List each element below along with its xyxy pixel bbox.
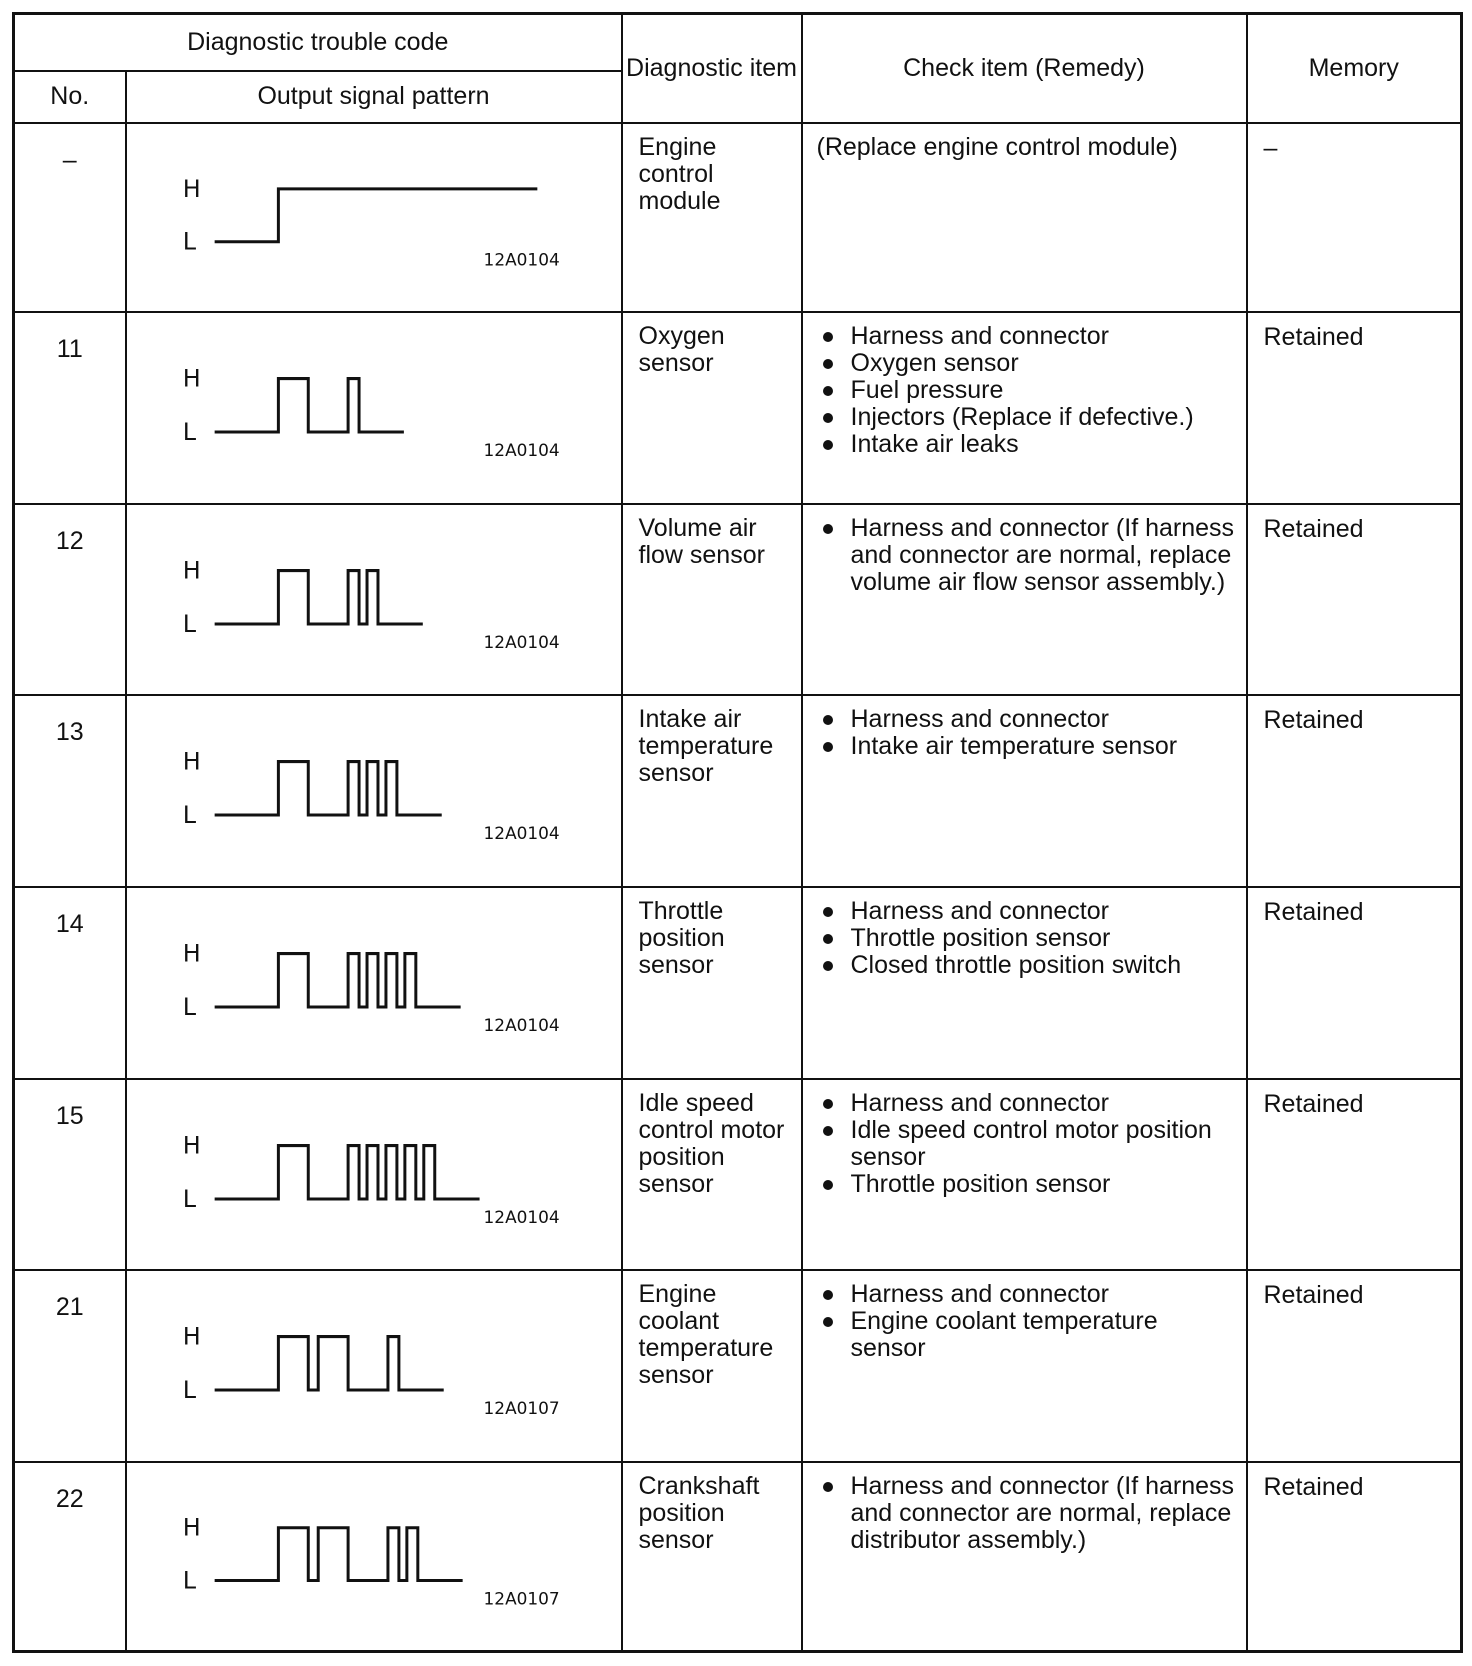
figure-code: 12A0104 <box>483 249 560 270</box>
signal-waveform <box>127 505 621 695</box>
check-item-entry: Harness and connector (If harness and connector are normal, replace volume air flow sensor assembly.) <box>817 515 1238 596</box>
signal-line <box>214 762 441 815</box>
diagnostic-item: Idle speed control motor position sensor <box>622 1079 802 1271</box>
check-item-entry: Harness and connector <box>817 323 1238 350</box>
memory-status: Retained <box>1247 887 1462 1079</box>
low-level-label: L <box>182 418 196 447</box>
header-diagnostic-item: Diagnostic item <box>622 14 802 123</box>
signal-line <box>214 1145 479 1198</box>
dtc-number: 21 <box>14 1270 126 1462</box>
memory-status: Retained <box>1247 1462 1462 1652</box>
check-item-entry: Idle speed control motor position sensor <box>817 1117 1238 1171</box>
signal-waveform <box>127 1271 621 1461</box>
signal-waveform <box>127 1080 621 1270</box>
signal-line <box>214 379 403 432</box>
output-signal-pattern <box>126 1270 622 1462</box>
check-item <box>802 123 1247 313</box>
signal-line <box>214 188 537 241</box>
check-item-entry: Engine coolant temperature sensor <box>817 1308 1238 1362</box>
check-item-entry: Harness and connector <box>817 1281 1238 1308</box>
signal-waveform <box>127 1463 621 1650</box>
memory-status: Retained <box>1247 312 1462 504</box>
table-row <box>14 123 1462 313</box>
high-level-label: H <box>182 747 201 777</box>
output-signal-pattern <box>126 504 622 696</box>
dtc-number: 22 <box>14 1462 126 1652</box>
check-item <box>802 312 1247 504</box>
signal-line <box>214 1528 462 1581</box>
header-no: No. <box>14 71 126 123</box>
table-row <box>14 887 1462 1079</box>
check-item-list <box>817 323 1238 458</box>
signal-waveform <box>127 696 621 886</box>
header-output-signal-pattern: Output signal pattern <box>126 71 622 123</box>
memory-status: Retained <box>1247 1079 1462 1271</box>
table-row <box>14 504 1462 696</box>
table-row <box>14 1270 1462 1462</box>
check-item-entry: (Replace engine control module) <box>816 132 1178 161</box>
check-item-entry: Harness and connector (If harness and connector are normal, replace distributor assembly.) <box>817 1473 1238 1554</box>
dtc-number: – <box>14 123 126 313</box>
output-signal-pattern <box>126 312 622 504</box>
figure-code: 12A0104 <box>483 824 560 845</box>
memory-status: Retained <box>1247 504 1462 696</box>
check-item-entry: Harness and connector <box>817 706 1238 733</box>
output-signal-pattern <box>126 887 622 1079</box>
check-item-list <box>817 1090 1238 1198</box>
output-signal-pattern <box>126 695 622 887</box>
low-level-label: L <box>182 609 196 638</box>
header-dtc-group: Diagnostic trouble code <box>14 14 622 71</box>
figure-code: 12A0107 <box>483 1588 560 1609</box>
check-item-entry: Closed throttle position switch <box>817 952 1238 979</box>
check-item <box>802 1270 1247 1462</box>
check-item-entry: Fuel pressure <box>817 377 1238 404</box>
check-item <box>802 504 1247 696</box>
check-item <box>802 1079 1247 1271</box>
table-row <box>14 695 1462 887</box>
check-item <box>802 695 1247 887</box>
diagnostic-item: Oxygen sensor <box>622 312 802 504</box>
signal-waveform <box>127 313 621 503</box>
diagnostic-item: Engine coolant temperature sensor <box>622 1270 802 1462</box>
low-level-label: L <box>182 227 196 256</box>
memory-status: Retained <box>1247 695 1462 887</box>
figure-code: 12A0104 <box>483 632 560 653</box>
dtc-number: 11 <box>14 312 126 504</box>
figure-code: 12A0104 <box>483 1207 560 1228</box>
diagnostic-item: Volume air flow sensor <box>622 504 802 696</box>
figure-code: 12A0104 <box>483 1016 560 1037</box>
header-check-item: Check item (Remedy) <box>802 14 1247 123</box>
check-item-entry: Oxygen sensor <box>817 350 1238 377</box>
low-level-label: L <box>182 992 196 1022</box>
diagnostic-item: Crankshaft position sensor <box>622 1462 802 1652</box>
table-row <box>14 312 1462 504</box>
check-item-entry: Injectors (Replace if defective.) <box>817 404 1238 431</box>
high-level-label: H <box>182 1131 201 1160</box>
output-signal-pattern <box>126 1462 622 1652</box>
high-level-label: H <box>182 556 201 585</box>
output-signal-pattern <box>126 123 622 313</box>
check-item-entry: Throttle position sensor <box>817 1171 1238 1198</box>
signal-line <box>214 954 460 1007</box>
table-row <box>14 1462 1462 1652</box>
memory-status: – <box>1247 123 1462 313</box>
dtc-number: 13 <box>14 695 126 887</box>
check-item-entry: Harness and connector <box>817 1090 1238 1117</box>
signal-line <box>214 1337 443 1390</box>
signal-line <box>214 570 422 623</box>
check-item-entry: Intake air leaks <box>817 431 1238 458</box>
check-item-entry: Throttle position sensor <box>817 925 1238 952</box>
figure-code: 12A0104 <box>483 441 560 462</box>
header-memory: Memory <box>1247 14 1462 123</box>
high-level-label: H <box>182 174 201 203</box>
check-item-list <box>817 1473 1238 1554</box>
diagnostic-item: Engine control module <box>622 123 802 313</box>
signal-waveform <box>127 124 621 312</box>
low-level-label: L <box>182 1184 196 1213</box>
high-level-label: H <box>182 364 201 393</box>
high-level-label: H <box>182 939 201 968</box>
check-item-entry: Intake air temperature sensor <box>817 733 1238 760</box>
table-row <box>14 1079 1462 1271</box>
high-level-label: H <box>182 1513 201 1542</box>
check-item-list <box>817 898 1238 979</box>
dtc-table <box>12 12 1463 1653</box>
check-item <box>802 887 1247 1079</box>
low-level-label: L <box>182 1376 196 1405</box>
check-item-list <box>817 1281 1238 1362</box>
diagnostic-item: Throttle position sensor <box>622 887 802 1079</box>
dtc-number: 15 <box>14 1079 126 1271</box>
low-level-label: L <box>182 801 196 830</box>
figure-code: 12A0107 <box>483 1399 560 1420</box>
dtc-number: 14 <box>14 887 126 1079</box>
signal-waveform <box>127 888 621 1078</box>
check-item-list <box>817 706 1238 760</box>
check-item-list <box>817 515 1238 596</box>
high-level-label: H <box>182 1322 201 1351</box>
low-level-label: L <box>182 1566 196 1595</box>
dtc-number: 12 <box>14 504 126 696</box>
diagnostic-item: Intake air temperature sensor <box>622 695 802 887</box>
check-item-list <box>817 134 1238 161</box>
check-item <box>802 1462 1247 1652</box>
memory-status: Retained <box>1247 1270 1462 1462</box>
check-item-entry: Harness and connector <box>817 898 1238 925</box>
output-signal-pattern <box>126 1079 622 1271</box>
